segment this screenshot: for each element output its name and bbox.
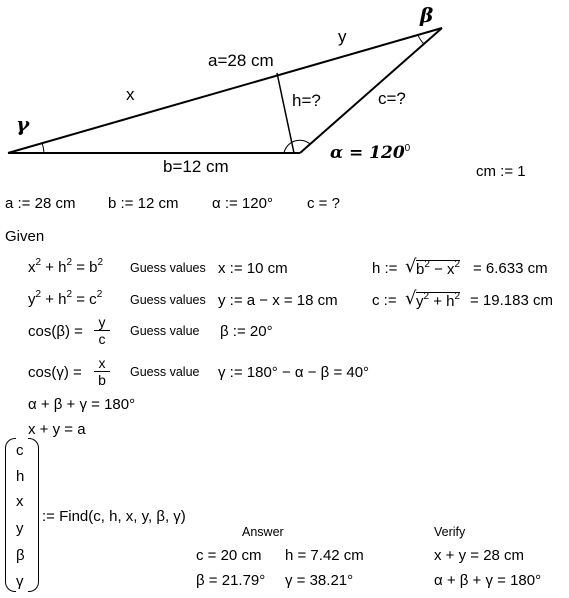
row3-lhs: cos(β) = [28,323,83,340]
row4-lhs: cos(γ) = [28,364,82,381]
label-c: c=? [378,89,406,108]
def-alpha: α := 120° [212,195,273,212]
answer-h: h = 7.42 cm [285,547,364,564]
def-a: a := 28 cm [5,195,76,212]
side-a-line [8,28,442,153]
answer-beta: β = 21.79° [196,572,266,589]
row1-result: = 6.633 cm [473,260,548,277]
label-alpha [330,144,410,162]
row1-sqrt: √ $b^2 - x^2$ [405,256,461,278]
def-c: c = ? [307,195,340,212]
verify-line1: x + y = 28 cm [434,547,525,564]
vector-c: c [16,442,24,459]
label-x: x [126,85,135,104]
label-y: y [338,27,347,46]
row4-guess-label: Guess value [130,365,200,379]
answer-title: Answer [242,525,284,539]
vector-y: y [16,520,24,537]
row1-guess-label: Guess values [130,261,206,275]
row3-guess-label: Guess value [130,324,200,338]
row3-guess-value: β := 20° [220,323,273,340]
alpha-symbol: α = 120 [330,143,405,163]
side-c-line [300,28,442,153]
row2-result: = 19.183 cm [470,292,553,309]
vector-beta: β [16,547,25,564]
label-beta: β [420,3,434,27]
given-keyword: Given [5,228,45,245]
unit-definition: cm := 1 [476,163,526,180]
label-gamma: γ [16,112,30,136]
vector-x: x [16,493,24,510]
row1-guess-value: x := 10 cm [218,260,288,277]
gamma-arc [42,143,44,153]
vector-gamma: γ [16,573,24,590]
def-b: b := 12 cm [108,195,179,212]
vector-left-paren [5,438,16,592]
row5-equation: α + β + γ = 180° [28,396,136,413]
row1-equation: $x^2 + h^2 = b^2$ [28,257,104,276]
row6-equation: x + y = a [28,421,86,438]
answer-c: c = 20 cm [196,547,262,564]
label-b: b=12 cm [163,157,229,176]
vector-right-paren [28,438,39,592]
row2-rhs-label: c := [372,292,397,309]
beta-arc [418,35,424,44]
verify-title: Verify [434,525,466,539]
row2-equation: $y^2 + h^2 = c^2$ [28,289,103,308]
row2-guess-value: y := a − x = 18 cm [218,292,338,309]
row1-rhs-label: h := [372,260,398,277]
label-h: h=? [292,91,321,110]
vector-h: h [16,468,25,485]
label-a: a=28 cm [208,51,274,70]
alpha-degree-sup: 0 [404,143,411,154]
row3-fraction: $\frac{y}{c}$ [94,314,110,347]
answer-gamma: γ = 38.21° [285,572,354,589]
row4-fraction: $\frac{x}{b}$ [94,355,110,388]
row4-guess-value: γ := 180° − α − β = 40° [218,364,370,381]
row2-guess-label: Guess values [130,293,206,307]
find-call: := Find(c, h, x, y, β, γ) [42,508,186,525]
height-line [277,73,294,153]
row2-sqrt: √ $y^2 + h^2$ [405,288,461,310]
verify-line2: α + β + γ = 180° [434,572,542,589]
triangle-diagram [0,0,569,190]
